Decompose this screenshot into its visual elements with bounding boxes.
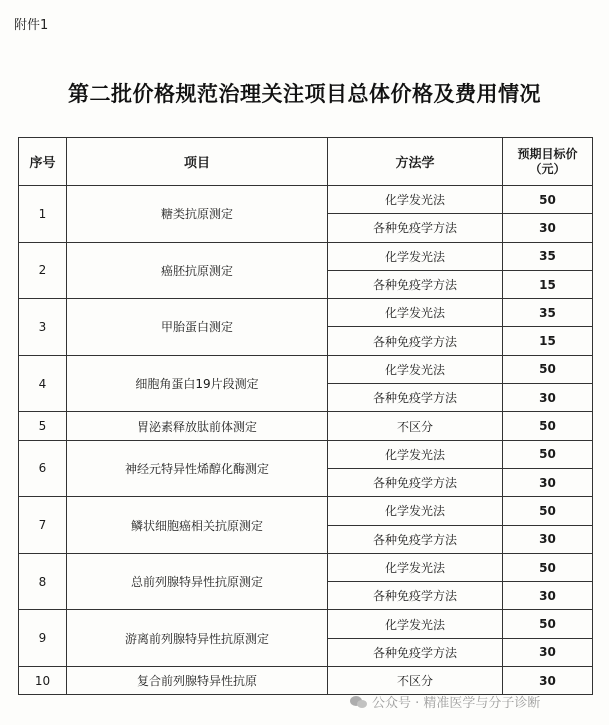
cell-item: 总前列腺特异性抗原测定 <box>67 553 328 610</box>
cell-method: 化学发光法 <box>328 553 503 581</box>
cell-price: 30 <box>503 468 593 496</box>
table-header-row <box>19 138 593 186</box>
cell-method: 化学发光法 <box>328 242 503 270</box>
watermark-text: 公众号 · 精准医学与分子诊断 <box>372 696 541 711</box>
cell-seq: 10 <box>19 667 67 695</box>
cell-seq: 1 <box>19 186 67 243</box>
cell-method: 各种免疫学方法 <box>328 468 503 496</box>
cell-price: 30 <box>503 384 593 412</box>
column-header-price-line2: （元） <box>529 161 566 176</box>
cell-seq: 6 <box>19 440 67 497</box>
column-header-price-line1: 预期目标价 <box>517 146 578 161</box>
cell-price: 50 <box>503 440 593 468</box>
column-header-item: 项目 <box>67 138 328 186</box>
cell-price: 35 <box>503 299 593 327</box>
wechat-icon <box>350 695 368 709</box>
cell-method: 各种免疫学方法 <box>328 270 503 298</box>
cell-method: 各种免疫学方法 <box>328 327 503 355</box>
attachment-label: 附件1 <box>14 18 49 33</box>
cell-method: 各种免疫学方法 <box>328 638 503 666</box>
table-row <box>19 440 593 468</box>
cell-method: 化学发光法 <box>328 440 503 468</box>
cell-item: 癌胚抗原测定 <box>67 242 328 299</box>
table-row <box>19 553 593 581</box>
table-row <box>19 242 593 270</box>
cell-seq: 3 <box>19 299 67 356</box>
cell-price: 30 <box>503 214 593 242</box>
column-header-price <box>503 138 593 186</box>
cell-seq: 5 <box>19 412 67 440</box>
cell-item: 神经元特异性烯醇化酶测定 <box>67 440 328 497</box>
table-row <box>19 299 593 327</box>
cell-item: 游离前列腺特异性抗原测定 <box>67 610 328 667</box>
cell-item: 鳞状细胞癌相关抗原测定 <box>67 497 328 554</box>
cell-price: 30 <box>503 667 593 695</box>
table-row <box>19 497 593 525</box>
cell-price: 35 <box>503 242 593 270</box>
cell-price: 15 <box>503 327 593 355</box>
cell-price: 50 <box>503 186 593 214</box>
cell-seq: 2 <box>19 242 67 299</box>
cell-method: 各种免疫学方法 <box>328 214 503 242</box>
cell-price: 50 <box>503 610 593 638</box>
cell-method: 不区分 <box>328 412 503 440</box>
cell-item: 细胞角蛋白19片段测定 <box>67 355 328 412</box>
cell-price: 50 <box>503 553 593 581</box>
cell-seq: 4 <box>19 355 67 412</box>
table-row <box>19 610 593 638</box>
cell-item: 甲胎蛋白测定 <box>67 299 328 356</box>
cell-price: 30 <box>503 638 593 666</box>
watermark <box>350 692 540 711</box>
cell-seq: 7 <box>19 497 67 554</box>
table-row <box>19 355 593 383</box>
table-row <box>19 667 593 695</box>
price-table <box>18 137 593 695</box>
table-row <box>19 186 593 214</box>
cell-item: 复合前列腺特异性抗原 <box>67 667 328 695</box>
cell-method: 化学发光法 <box>328 497 503 525</box>
cell-method: 不区分 <box>328 667 503 695</box>
cell-price: 30 <box>503 582 593 610</box>
cell-price: 15 <box>503 270 593 298</box>
cell-seq: 9 <box>19 610 67 667</box>
column-header-seq: 序号 <box>19 138 67 186</box>
cell-price: 50 <box>503 412 593 440</box>
cell-price: 30 <box>503 525 593 553</box>
cell-method: 化学发光法 <box>328 299 503 327</box>
cell-price: 50 <box>503 355 593 383</box>
cell-seq: 8 <box>19 553 67 610</box>
cell-method: 化学发光法 <box>328 355 503 383</box>
column-header-method: 方法学 <box>328 138 503 186</box>
cell-item: 糖类抗原测定 <box>67 186 328 243</box>
cell-method: 各种免疫学方法 <box>328 525 503 553</box>
cell-method: 各种免疫学方法 <box>328 384 503 412</box>
page-title: 第二批价格规范治理关注项目总体价格及费用情况 <box>68 81 541 106</box>
cell-method: 各种免疫学方法 <box>328 582 503 610</box>
cell-method: 化学发光法 <box>328 610 503 638</box>
table-row <box>19 412 593 440</box>
table-body <box>19 186 593 695</box>
cell-method: 化学发光法 <box>328 186 503 214</box>
cell-price: 50 <box>503 497 593 525</box>
cell-item: 胃泌素释放肽前体测定 <box>67 412 328 440</box>
